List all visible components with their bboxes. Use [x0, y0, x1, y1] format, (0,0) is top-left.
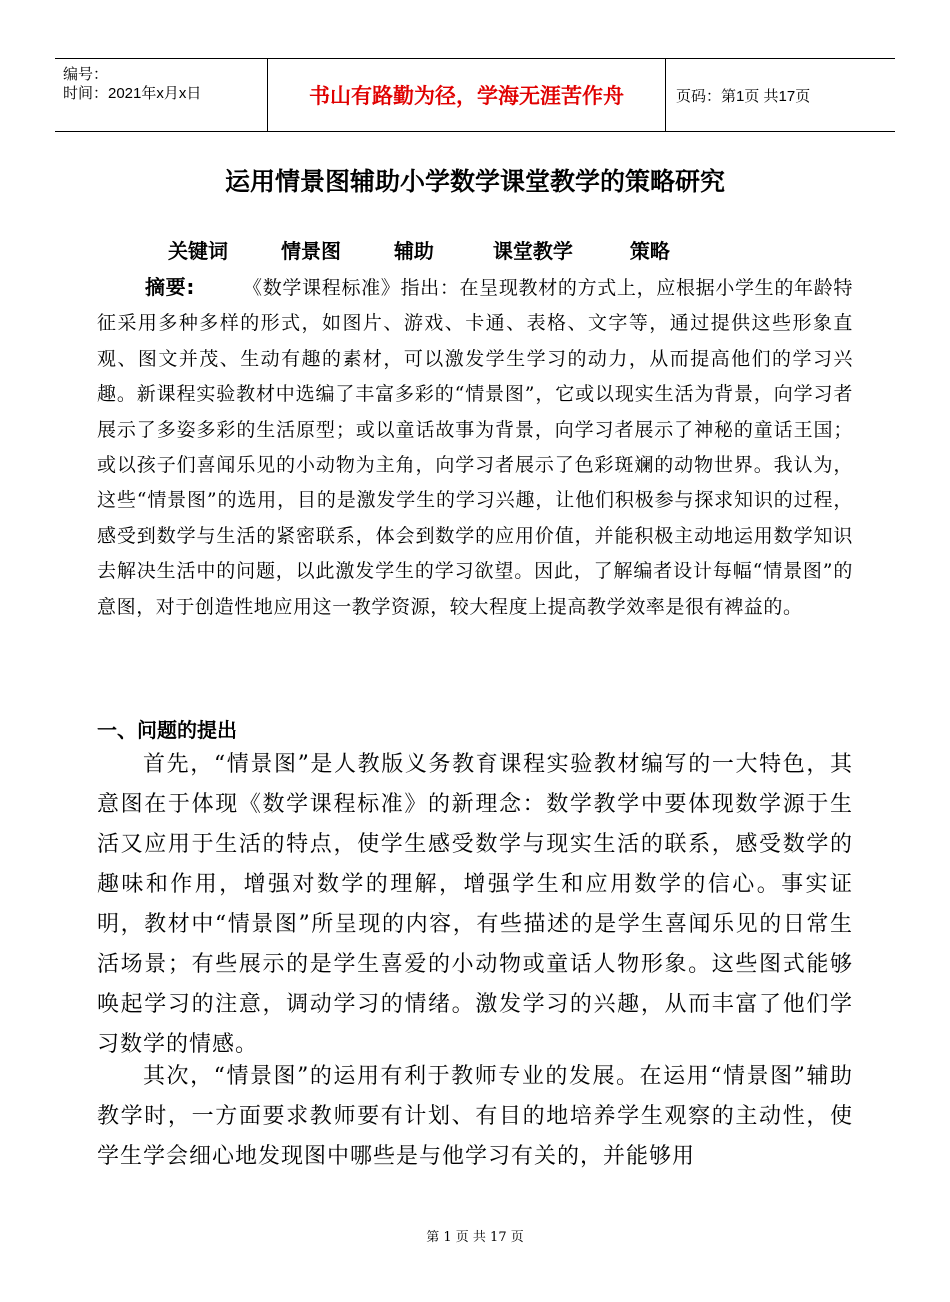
document-title: 运用情景图辅助小学数学课堂教学的策略研究 [224, 167, 725, 196]
header-motto-cell [268, 59, 666, 131]
time-label: 时间：2021年x月x日 [63, 85, 202, 102]
abstract-text: 《数学课程标准》指出：在呈现教材的方式上，应根据小学生的年龄特征采用多种多样的形式，如图片、游戏、卡通、表格、文字等，通过提供这些形象直观、图文并茂、生动有趣的素材，可以激发学生学习的动力，从而提高他们的学习兴趣。新课程实验教材中选编了丰富多彩的“情景图”，它或以现实生活为背景，向学习者展示了多姿多彩的生活原型；或以童话故事为背景，向学习者展示了神秘的童话王国；或以孩子们喜闻乐见的小动物为主角，向学习者展示了色彩斑斓的动物世界。我认为，这些“情景图”的选用，目的是激发学生的学习兴趣，让他们积极参与探求知识的过程，感受到数学与生活的紧密联系，体会到数学的应用价值，并能积极主动地运用数学知识去解决生活中的问题，以此激发学生的学习欲望。因此，了解编者设计每幅“情景图”的意图，对于创造性地应用这一教学资源，较大程度上提高教学效率是很有裨益的。 [97, 277, 853, 618]
abstract-label: 摘要: [145, 275, 195, 299]
header-table [55, 58, 895, 132]
abstract-paragraph [97, 270, 853, 625]
section-heading: 一、问题的提出 [97, 718, 237, 742]
keywords-label: 关键词 [168, 239, 228, 263]
body-paragraph: 首先，“情景图”是人教版义务教育课程实验教材编写的一大特色，其意图在于体现《数学课程标准》的新理念：数学教学中要体现数学源于生活又应用于生活的特点，使学生感受数学与现实生活的联系，感受数学的趣味和作用，增强对数学的理解，增强学生和应用数学的信心。事实证明，教材中“情景图”所呈现的内容，有些描述的是学生喜闻乐见的日常生活场景；有些展示的是学生喜爱的小动物或童话人物形象。这些图式能够唤起学习的注意，调动学习的情绪。激发学习的兴趣，从而丰富了他们学习数学的情感。 [97, 752, 853, 1057]
motto-text: 书山有路勤为径，学海无涯苦作舟 [309, 84, 624, 108]
keyword-item: 课堂教学 [492, 239, 573, 263]
header-meta-cell [55, 59, 268, 131]
keyword-item: 辅助 [393, 239, 434, 263]
serial-label: 编号： [63, 66, 109, 83]
header-page-cell [666, 59, 895, 131]
keywords-line [168, 235, 716, 264]
page-footer: 第 1 页 共 17 页 [426, 1230, 524, 1245]
page-info: 页码：第1页 共17页 [676, 87, 811, 105]
body-paragraph: 其次，“情景图”的运用有利于教师专业的发展。在运用“情景图”辅助教学时，一方面要求教师要有计划、有目的地培养学生观察的主动性，使学生学会细心地发现图中哪些是与他学习有关的，并能够用 [97, 1064, 853, 1169]
keyword-item: 情景图 [280, 239, 341, 263]
keyword-item: 策略 [629, 239, 670, 263]
